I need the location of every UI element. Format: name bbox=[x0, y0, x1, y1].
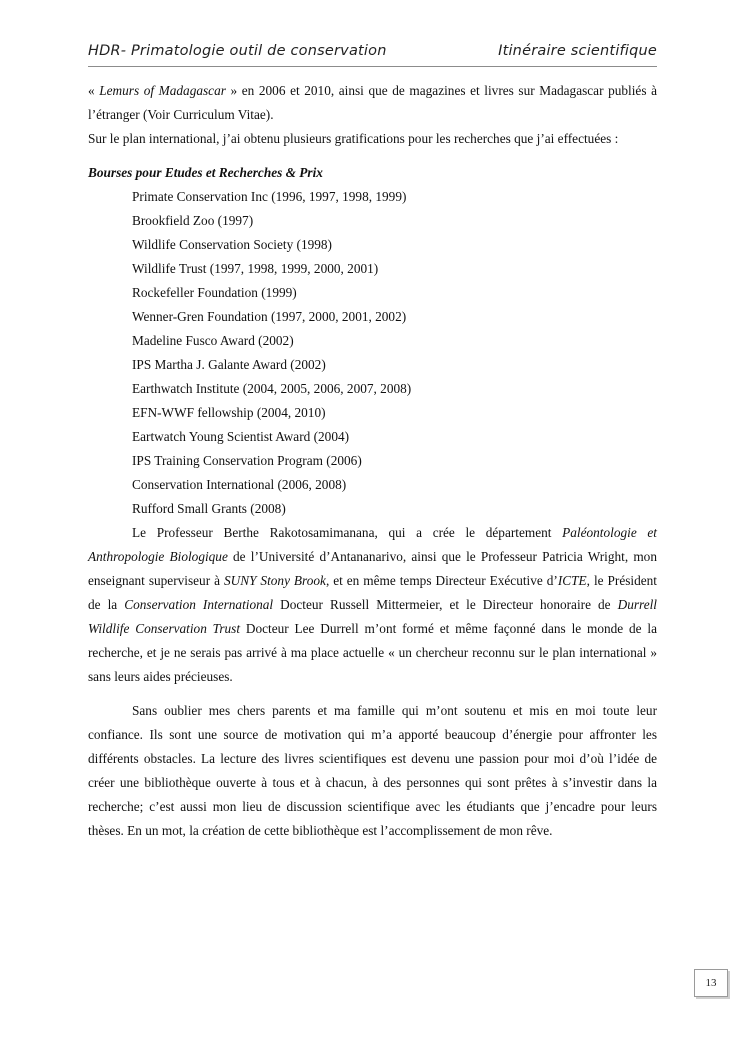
para1-emphasis-5: Durrell Wildlife Conservation Trust bbox=[88, 597, 658, 636]
intro-paragraph bbox=[88, 79, 657, 127]
award-item: Conservation International (2006, 2008) bbox=[132, 477, 347, 492]
para1-emphasis-2: SUNY Stony Brook bbox=[223, 573, 326, 588]
para1-text-1: Le Professeur Berthe Rakotosamimanana, qui a crée le département bbox=[132, 525, 563, 540]
award-item: Brookfield Zoo (1997) bbox=[132, 213, 254, 228]
family-paragraph: Sans oublier mes chers parents et ma famille qui m’ont soutenu et mis en moi toute leur confiance. Ils sont une source de motivation qui m’a apporté beaucoup d’énergie pour affronter les différents obstacles. La lecture des livres scientifiques est devenu une passion pour moi d’où l’idée de créer une bibliothèque ouverte à tous et à chacun, à des personnes qui sont prêtes à s’investir dans la recherche; c’est aussi mon lieu de discussion scientifique avec les étudiants que j’encadre pour leurs thèses. En un mot, la création de cette bibliothèque est l’accomplissement de mon rêve. bbox=[88, 703, 657, 838]
para1-emphasis-1: Paléontologie et Anthropologie Biologique bbox=[88, 525, 657, 564]
intro-title-emphasis: Lemurs of Madagascar bbox=[99, 83, 226, 98]
page-number: 13 bbox=[694, 969, 728, 997]
para1-text-5: Docteur Russell Mittermeier, et le Directeur honoraire de bbox=[273, 597, 618, 612]
para1-text-2: de l’Université d’Antananarivo, ainsi que le Professeur Patricia Wright, mon enseignant superviseur à bbox=[88, 549, 657, 588]
para1-emphasis-3: ICTE bbox=[557, 573, 587, 588]
award-item: Wildlife Conservation Society (1998) bbox=[132, 237, 332, 252]
award-item: IPS Martha J. Galante Award (2002) bbox=[132, 357, 326, 372]
intro-text-b: » en 2006 et 2010, ainsi que de magazines et livres sur Madagascar publiés à l’étranger (Voir Curriculum Vitae). bbox=[88, 83, 657, 122]
awards-heading: Bourses pour Etudes et Recherches & Prix bbox=[88, 165, 323, 180]
page-body bbox=[88, 79, 657, 843]
header-title: HDR- Primatologie outil de conservation bbox=[88, 43, 387, 59]
award-item: Rockefeller Foundation (1999) bbox=[132, 285, 297, 300]
para1-text-6: Docteur Lee Durrell m’ont formé et même façonné dans le monde de la recherche, et je ne serais pas arrivé à ma place actuelle « un chercheur reconnu sur le plan international » sans leurs aides précieuses. bbox=[88, 621, 657, 684]
award-item: EFN-WWF fellowship (2004, 2010) bbox=[132, 405, 326, 420]
header-section: Itinéraire scientifique bbox=[498, 43, 657, 59]
award-item: Earthwatch Institute (2004, 2005, 2006, 2007, 2008) bbox=[132, 381, 412, 396]
award-item: IPS Training Conservation Program (2006) bbox=[132, 453, 362, 468]
acknowledgement-paragraph bbox=[88, 521, 657, 689]
award-item: Wildlife Trust (1997, 1998, 1999, 2000, 2001) bbox=[132, 261, 379, 276]
award-item: Madeline Fusco Award (2002) bbox=[132, 333, 294, 348]
award-item: Primate Conservation Inc (1996, 1997, 1998, 1999) bbox=[132, 189, 407, 204]
award-item: Eartwatch Young Scientist Award (2004) bbox=[132, 429, 350, 444]
para1-emphasis-4: Conservation International bbox=[124, 597, 274, 612]
page-header bbox=[88, 38, 657, 67]
intro-line-2: Sur le plan international, j’ai obtenu plusieurs gratifications pour les recherches que j’ai effectuées : bbox=[88, 131, 619, 146]
para1-text-4: , le Président de la bbox=[88, 573, 657, 612]
award-item: Wenner-Gren Foundation (1997, 2000, 2001, 2002) bbox=[132, 309, 407, 324]
para1-text-3: , et en même temps Directeur Exécutive d’ bbox=[325, 573, 558, 588]
intro-text-a: « bbox=[88, 83, 100, 98]
awards-list bbox=[88, 185, 657, 521]
award-item: Rufford Small Grants (2008) bbox=[132, 501, 286, 516]
